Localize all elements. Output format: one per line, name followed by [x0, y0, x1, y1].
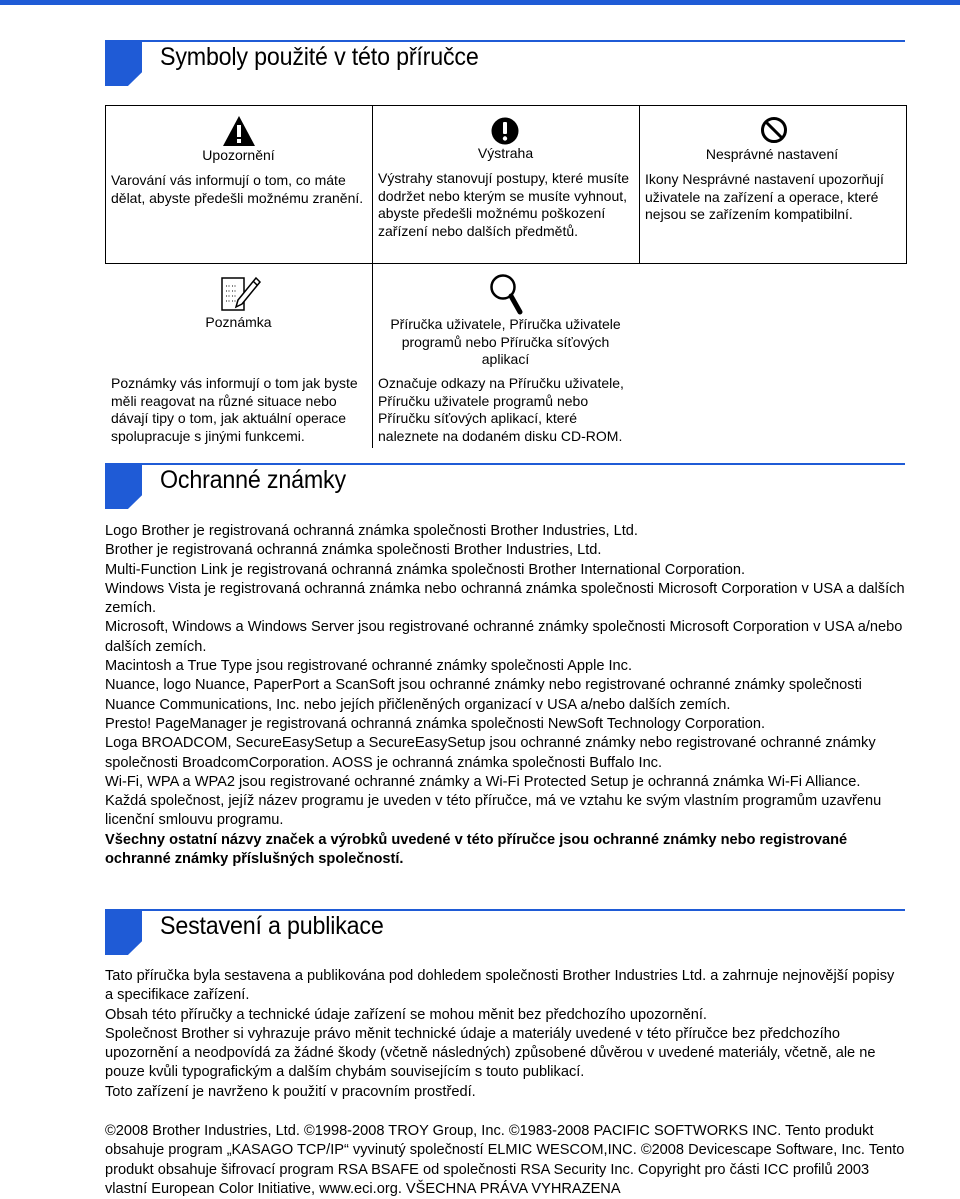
symbol-warning — [372, 105, 639, 263]
exclamation-circle-icon — [491, 117, 519, 145]
symbol-note — [105, 264, 372, 448]
trademark-line: Microsoft, Windows a Windows Server jsou registrované ochranné známky společnosti Microsoft Corporation v USA a/nebo dalších zemích. — [105, 619, 903, 655]
prohibited-icon — [760, 116, 788, 144]
trademarks-list — [105, 522, 905, 869]
section-rule — [142, 463, 905, 465]
symbol-title: Upozornění — [202, 147, 275, 163]
magnifier-icon — [488, 272, 524, 316]
trademark-line: Každá společnost, jejíž název programu je uveden v této příručce, má ve vztahu ke svým vlastním programům uzavřenu licenční smlouvu programu. — [105, 793, 882, 829]
symbol-caution — [105, 105, 372, 263]
compilation-line: Obsah této příručky a technické údaje zařízení se mohou měnit bez předchozího upozornění. — [105, 1006, 707, 1023]
symbol-description: Označuje odkazy na Příručku uživatele, Příručku uživatele programů nebo Příručku síťových aplikací, které naleznete na dodaném disku CD-ROM. — [378, 375, 624, 444]
symbol-description: Poznámky vás informují o tom jak byste měli reagovat na různé situace nebo dávají tipy o tom, jak aktuální operace spolupracuje s jinými funkcemi. — [111, 375, 358, 444]
compilation-line: Toto zařízení je navrženo k použití v pracovním prostředí. — [105, 1083, 476, 1100]
section-tab-marker — [105, 40, 142, 86]
trademark-line: Nuance, logo Nuance, PaperPort a ScanSoft jsou ochranné známky nebo registrované ochranné známky společnosti Nuance Communications, Inc. nebo jejích přičleněných organizací v USA a/nebo dalších zemích. — [105, 677, 862, 713]
trademark-line: Windows Vista je registrovaná ochranná známka nebo ochranná známka společnosti Microsoft Corporation v USA a dalších zemích. — [105, 580, 905, 617]
copyright-block — [105, 1122, 905, 1199]
symbol-title: Příručka uživatele, Příručka uživatele programů nebo Příručka síťových aplikací — [390, 316, 621, 367]
symbol-title: Nesprávné nastavení — [705, 146, 839, 162]
trademark-line: Loga BROADCOM, SecureEasySetup a SecureEasySetup jsou ochranné známky nebo registrované ochranné známky společnosti BroadcomCorporation. AOSS je ochranná známka společnosti Buffalo Inc. — [105, 735, 876, 771]
trademark-line: Wi-Fi, WPA a WPA2 jsou registrované ochranné známky a Wi-Fi Protected Setup je ochranná známka Wi-Fi Alliance. — [105, 773, 861, 790]
symbol-guide-reference — [372, 264, 639, 448]
symbol-description: Ikony Nesprávné nastavení upozorňují uživatele na zařízení a operace, které nejsou se zařízením kompatibilní. — [645, 171, 884, 222]
trademark-line: Brother je registrovaná ochranná známka společnosti Brother Industries, Ltd. — [105, 542, 602, 559]
section-rule — [142, 909, 905, 911]
section-title: Symboly použité v této příručce — [160, 43, 479, 71]
trademark-line: Logo Brother je registrovaná ochranná známka společnosti Brother Industries, Ltd. — [105, 523, 638, 539]
symbol-improper-setup — [639, 105, 905, 263]
compilation-line: Tato příručka byla sestavena a publikována pod dohledem společnosti Brother Industries Ltd. a zahrnuje nejnovější popisy a specifikace zařízení. — [105, 968, 895, 1004]
compilation-line: Společnost Brother si vyhrazuje právo měnit technické údaje a materiály uvedené v této příručce bez předchozího upozornění a neodpovídá za žádné škody (včetně následných) způsobené důvěrou v uvedené materiály, včetně, ale ne pouze kvůli typografickým a dalším chybám souvisejícím s touto publikací. — [105, 1025, 876, 1081]
warning-triangle-icon — [222, 115, 256, 147]
trademark-line: Macintosh a True Type jsou registrované ochranné známky společnosti Apple Inc. — [105, 658, 633, 675]
section-title: Sestavení a publikace — [160, 912, 384, 940]
compilation-text — [105, 967, 905, 1102]
section-title: Ochranné známky — [160, 466, 346, 494]
section-tab-marker — [105, 909, 142, 955]
trademark-line: Presto! PageManager je registrovaná ochranná známka společnosti NewSoft Technology Corporation. — [105, 715, 766, 732]
symbol-description: Varování vás informují o tom, co máte dělat, abyste předešli možnému zranění. — [111, 172, 364, 206]
section-tab-marker — [105, 463, 142, 509]
trademark-notice-bold: Všechny ostatní názvy značek a výrobků uvedené v této příručce jsou ochranné známky nebo registrované ochranné známky příslušných společností. — [105, 831, 848, 868]
top-accent-bar — [0, 0, 960, 5]
trademark-line: Multi-Function Link je registrovaná ochranná známka společnosti Brother International Corporation. — [105, 561, 746, 578]
note-pencil-icon — [218, 274, 262, 314]
symbol-title: Poznámka — [205, 314, 272, 330]
section-rule — [142, 40, 905, 42]
copyright-text: ©2008 Brother Industries, Ltd. ©1998-2008 TROY Group, Inc. ©1983-2008 PACIFIC SOFTWORKS INC. Tento produkt obsahuje program „KASAGO TCP/IP“ vyvinutý společností ELMIC WESCOM,INC. ©2008 Devicescape Software, Inc. Tento produkt obsahuje šifrovací program RSA BSAFE od společnosti RSA Security Inc. Copyright pro části ICC profilů 2003 vlastní European Color Initiative, www.eci.org. VŠECHNA PRÁVA VYHRAZENA — [105, 1123, 905, 1197]
symbol-title: Výstraha — [477, 145, 534, 161]
symbol-description: Výstrahy stanovují postupy, které musíte dodržet nebo kterým se musíte vyhnout, abyste předešli možnému poškození zařízení nebo dalších předmětů. — [378, 170, 630, 239]
